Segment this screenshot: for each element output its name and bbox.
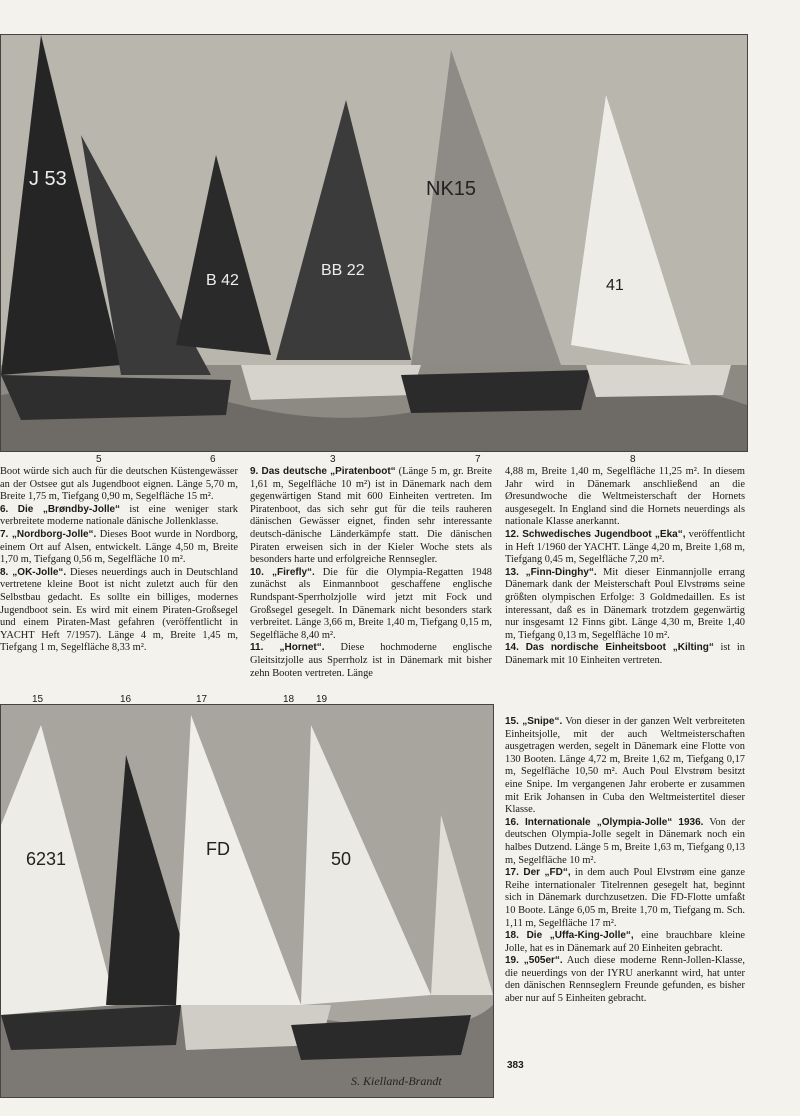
paragraph: 19. „505er“. Auch diese moderne Renn-Jollen-Klasse, die neuerdings von der IYRU anerkannt wird, hat unter den dänischen Rennseglern Freunde gefunden, es bisher aber nur auf 5 Einheiten gebracht.	[505, 955, 745, 1005]
sail-marking: J 53	[29, 168, 67, 190]
figure-number: 16	[120, 694, 132, 705]
figure-number: 8	[630, 454, 636, 465]
sail-marking: FD	[206, 839, 230, 859]
paragraph: 10. „Firefly“. Die für die Olympia-Regatten 1948 zunächst als Einmannboot geschaffene englische Rundspant-Sperrholzjolle wird jetzt mit Fock und Großsegel gesegelt. In Dänemark nicht besonders stark verbreitet. Länge 3,66 m, Breite 1,40 m, Tiefgang 0,15 m, Segelfläche 8,40 m².	[250, 566, 493, 641]
paragraph: 8. „OK-Jolle“. Dieses neuerdings auch in Deutschland vertretene kleine Boot ist nicht zuletzt auch für den Selbstbau gedacht. Es sollte ein billiges, modernes Jugendboot sein. Es wird mit einem Piraten-Großsegel und einem Piraten-Mast gefahren (veröffentlicht in YACHT Heft 7/1957). Länge 4 m, Breite 1,45 m, Tiefgang 1 m, Segelfläche 8,33 m².	[0, 566, 239, 654]
text-column-1	[0, 466, 238, 655]
sail-marking: 41	[606, 277, 624, 294]
figure-number: 3	[330, 454, 336, 465]
top-sailboat-illustration	[0, 34, 748, 452]
figure-number: 15	[32, 694, 44, 705]
paragraph: 15. „Snipe“. Von dieser in der ganzen Welt verbreiteten Einheitsjolle, mit der auch Weltmeisterschaften ausgetragen werden, segelt in Dänemark eine Flotte von 130 Booten. Länge 4,72 m, Breite 1,62 m, Tiefgang 0,17 m, Segelfläche 10,50 m². Auch Poul Elvstrøm besitzt eine Snipe. Im vergangenen Jahr eroberte er zusammen mit Erik Johansen in Cuba den Weltmeistertitel dieser Klasse.	[505, 716, 745, 816]
sail-marking: BB 22	[321, 262, 365, 279]
figure-number: 6	[210, 454, 216, 465]
text-column-2	[250, 466, 492, 680]
figure-number: 18	[283, 694, 295, 705]
paragraph: 16. Internationale „Olympia-Jolle“ 1936. Von der deutschen Olympia-Jolle segelt in Dänemark noch ein halbes Dutzend. Länge 5 m, Breite 1,63 m, Tiefgang 0,13 m, Segelfläche 10 m².	[505, 816, 745, 866]
paragraph: 13. „Finn-Dinghy“. Mit dieser Einmannjolle errang Dänemark dank der Meisterschaft Poul Elvstrøms seine größten olympischen Erfolge: 3 Goldmedaillen. Es ist interessant, daß es in Dänemark trotzdem gegenwärtig nur insgesamt 12 Finns gibt. Länge 4,30 m, Breite 1,40 m, Tiefgang 0,13 m, Segelfläche 10 m².	[505, 566, 746, 641]
sail-marking: 6231	[26, 849, 67, 869]
paragraph: 11. „Hornet“. Diese hochmoderne englische Gleitsitzjolle aus Sperrholz ist in Dänemark mit bisher zehn Booten vertreten. Länge	[250, 642, 492, 679]
sail-marking: B 42	[206, 272, 239, 289]
text-column-3-continued	[505, 716, 745, 1006]
page-number: 383	[507, 1060, 524, 1071]
figure-number: 7	[475, 454, 481, 465]
figure-number: 5	[96, 454, 102, 465]
figure-number: 19	[316, 694, 328, 705]
paragraph: 6. Die „Brøndby-Jolle“ ist eine weniger stark verbreitete moderne nationale dänische Jollenklasse.	[0, 503, 238, 528]
paragraph: 14. Das nordische Einheitsboot „Kilting“ ist in Dänemark mit 10 Einheiten vertreten.	[505, 642, 745, 666]
sail-marking: NK15	[426, 178, 477, 200]
paragraph: 7. „Nordborg-Jolle“. Dieses Boot wurde in Nordborg, einem Ort auf Alsen, entwickelt. Länge 4,50 m, Breite 1,70 m, Tiefgang 0,56 m, Segelfläche 10 m².	[0, 528, 238, 566]
paragraph: 4,88 m, Breite 1,40 m, Segelfläche 11,25 m². In diesem Jahr wird in Dänemark anschließend an die Øresundwoche die Weltmeisterschaft der Hornets ausgesegelt. In England sind die Hornets neuerdings als nationale Klasse anerkannt.	[505, 466, 745, 528]
paragraph: 17. Der „FD“, in dem auch Poul Elvstrøm eine ganze Reihe internationaler Titelrennen gesegelt hat, beginnt sich in Dänemark durchzusetzen. Die FD-Flotte umfaßt 10 Boote. Länge 6,05 m, Breite 1,70 m, Tiefgang m. Sch. 1,11 m, Segelfläche 17 m².	[505, 867, 745, 929]
text-column-3	[505, 466, 745, 668]
bottom-sailboat-illustration	[0, 704, 494, 1098]
artist-signature: S. Kielland-Brandt	[351, 1074, 442, 1088]
paragraph: 18. Die „Uffa-King-Jolle“, eine brauchbare kleine Jolle, hat es in Dänemark auf 20 Einheiten gebracht.	[505, 930, 745, 954]
figure-number: 17	[196, 694, 208, 705]
paragraph: Boot würde sich auch für die deutschen Küstengewässer an der Ostsee gut als Jugendboot eignen. Länge 5,70 m, Breite 1,75 m, Tiefgang 0,90 m, Segelfläche 15 m².	[0, 466, 238, 503]
sail-marking: 50	[331, 849, 352, 869]
paragraph: 9. Das deutsche „Piratenboot“ (Länge 5 m, gr. Breite 1,61 m, Segelfläche 10 m²) ist in Dänemark nach dem gegenwärtigen Stand mit 600 Einheiten vertreten. Im Piratenboot, das sich sehr gut für die teils rauheren dänischen Gewässer eignet, finden sehr interessante deutsch-dänische Länderkämpfe statt. Die dänischen Piraten erweisen sich in der Kieler Woche stets als besonders harte und erfolgreiche Rennsegler.	[250, 466, 492, 566]
paragraph: 12. Schwedisches Jugendboot „Eka“, veröffentlicht in Heft 1/1960 der YACHT. Länge 4,20 m, Breite 1,68 m, Tiefgang 0,45 m, Segelfläche 7,20 m².	[505, 528, 745, 566]
